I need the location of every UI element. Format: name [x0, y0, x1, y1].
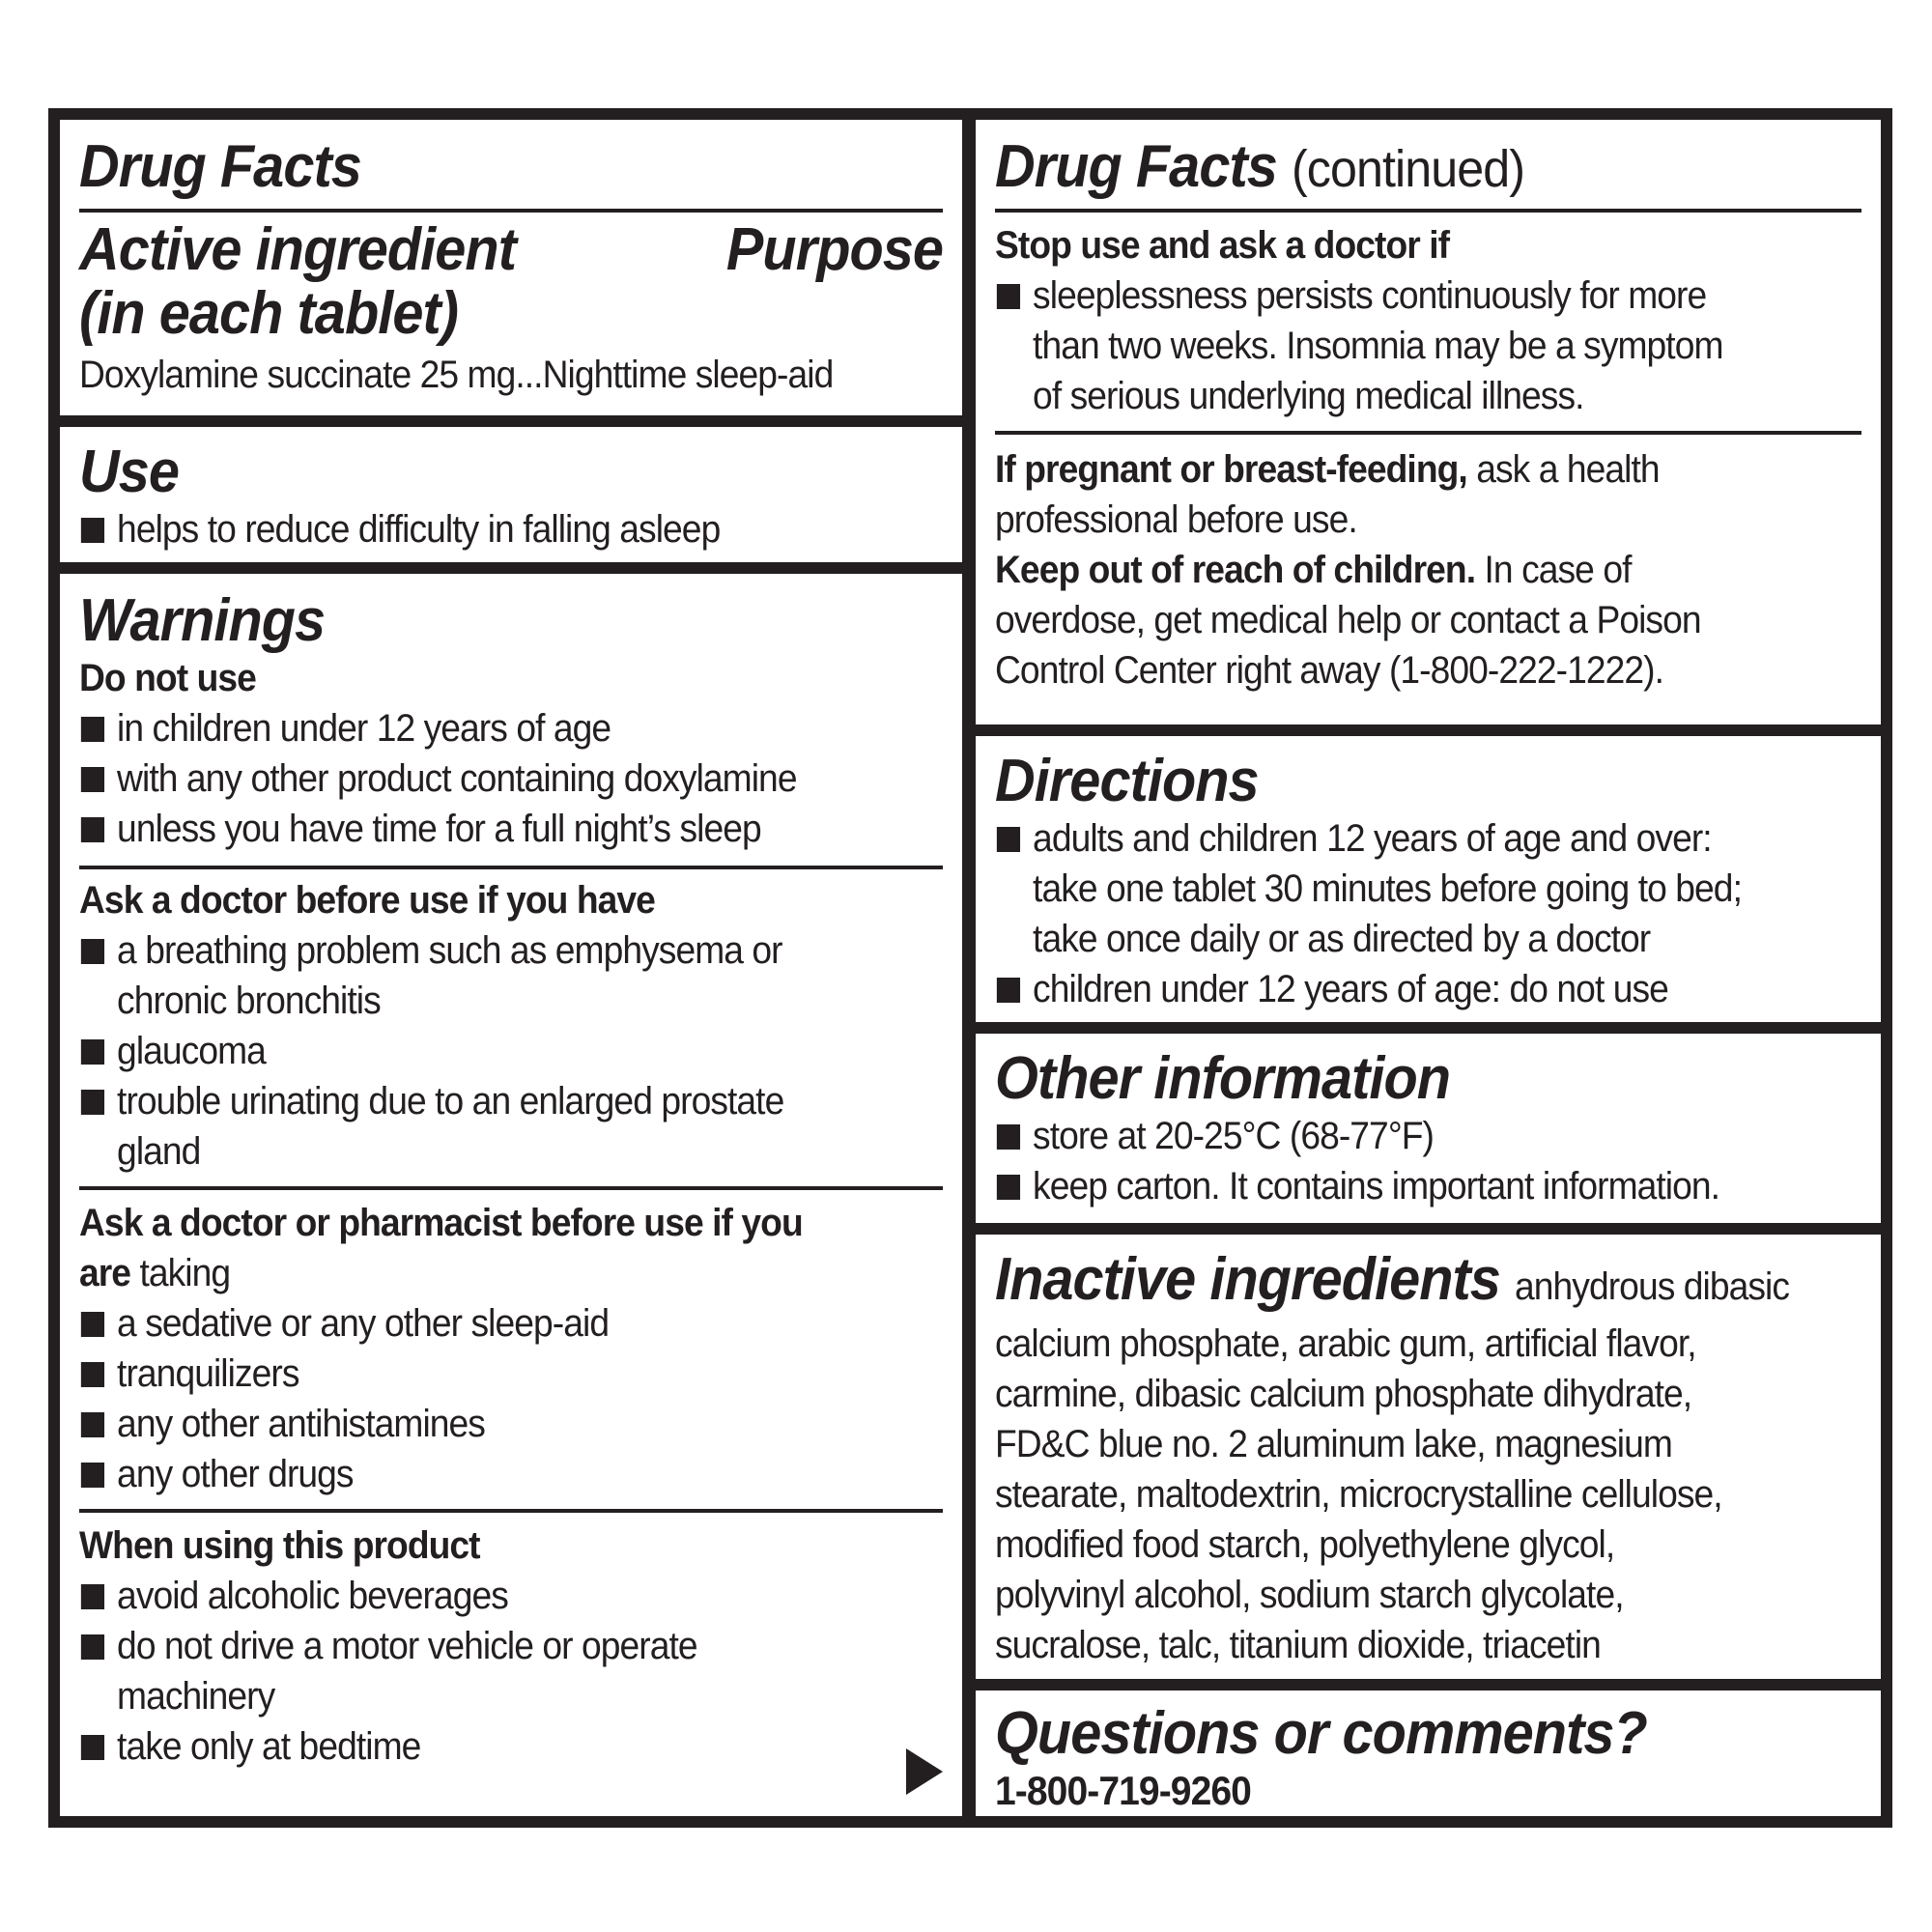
other-information-box [976, 1034, 1881, 1223]
keep-out-text: Keep out of reach of children. In case of [995, 549, 1632, 591]
inactive-line: stearate, maltodextrin, microcrystalline cellulose, [995, 1473, 1722, 1516]
drug-facts-title: Drug Facts [79, 133, 361, 200]
list-item-continued: chronic bronchitis [117, 980, 381, 1022]
list-item-continued: gland [117, 1130, 201, 1173]
questions-heading: Questions or comments? [995, 1700, 1647, 1767]
list-item: avoid alcoholic beverages [79, 1571, 882, 1621]
use-heading: Use [79, 439, 179, 505]
bullet-square-icon [81, 1463, 104, 1488]
list-item: any other drugs [79, 1449, 882, 1499]
list-item: glaucoma [79, 1026, 882, 1076]
stop-use-heading: Stop use and ask a doctor if [995, 224, 1450, 267]
ask-pharmacist-heading: Ask a doctor or pharmacist before use if you [79, 1202, 803, 1244]
arrow-right-icon [906, 1748, 943, 1795]
directions-box [976, 736, 1881, 1022]
continued-box [976, 120, 1881, 724]
bullet-square-icon [81, 518, 104, 543]
drug-facts-continued-title: Drug Facts (continued) [995, 133, 1525, 200]
ask-doctor-heading: Ask a doctor before use if you have [79, 879, 655, 922]
pregnant-text: If pregnant or breast-feeding, ask a health [995, 448, 1660, 491]
list-item: in children under 12 years of age [79, 703, 882, 753]
bullet-square-icon [81, 717, 104, 742]
questions-phone: 1-800-719-9260 [995, 1768, 1251, 1813]
list-item-continued: take once daily or as directed by a doctor [1033, 918, 1651, 960]
inactive-line: polyvinyl alcohol, sodium starch glycolate, [995, 1574, 1624, 1616]
inactive-line: calcium phosphate, arabic gum, artificial flavor, [995, 1322, 1696, 1365]
list-item: tranquilizers [79, 1349, 882, 1399]
inactive-ingredients-heading: Inactive ingredients anhydrous dibasic [995, 1246, 1790, 1313]
drug-facts-label [48, 108, 1892, 1828]
bullet-square-icon [81, 1362, 104, 1387]
inactive-line: modified food starch, polyethylene glycol, [995, 1523, 1615, 1566]
list-item: trouble urinating due to an enlarged prostate [79, 1076, 882, 1126]
list-item-continued: take one tablet 30 minutes before going to bed; [1033, 867, 1742, 910]
bullet-square-icon [81, 767, 104, 792]
inactive-line: FD&C blue no. 2 aluminum lake, magnesium [995, 1423, 1672, 1465]
purpose-heading: Purpose [725, 216, 943, 283]
inactive-line: carmine, dibasic calcium phosphate dihydrate, [995, 1373, 1692, 1415]
other-information-heading: Other information [995, 1045, 1451, 1112]
keep-out-text-line3: Control Center right away (1-800-222-1222). [995, 649, 1663, 692]
list-item-continued: machinery [117, 1675, 275, 1718]
list-item: helps to reduce difficulty in falling asleep [79, 504, 882, 554]
bullet-square-icon [81, 817, 104, 842]
bullet-square-icon [81, 1584, 104, 1609]
right-column [976, 120, 1881, 1816]
keep-out-text-line2: overdose, get medical help or contact a Poison [995, 599, 1701, 641]
divider [995, 431, 1861, 435]
bullet-square-icon [81, 1312, 104, 1337]
list-item: sleeplessness persists continuously for more [995, 270, 1801, 321]
active-ingredient-box [60, 120, 962, 415]
left-column [60, 120, 962, 1816]
list-item-continued: than two weeks. Insomnia may be a symptom [1033, 325, 1723, 367]
list-item: a breathing problem such as emphysema or [79, 925, 882, 976]
list-item: take only at bedtime [79, 1721, 882, 1772]
bullet-square-icon [997, 827, 1020, 852]
do-not-use-heading: Do not use [79, 657, 256, 699]
active-ingredient-subheading: (in each tablet) [79, 280, 459, 347]
list-item: children under 12 years of age: do not use [995, 964, 1801, 1014]
divider [79, 1186, 943, 1190]
directions-heading: Directions [995, 748, 1259, 814]
list-item: with any other product containing doxylamine [79, 753, 882, 804]
inactive-ingredients-box [976, 1235, 1881, 1679]
divider [79, 866, 943, 869]
warnings-box [60, 574, 962, 1816]
list-item: do not drive a motor vehicle or operate [79, 1621, 882, 1671]
use-box [60, 427, 962, 562]
bullet-square-icon [997, 1124, 1020, 1150]
when-using-heading: When using this product [79, 1524, 480, 1567]
list-item-continued: of serious underlying medical illness. [1033, 375, 1584, 417]
list-item: keep carton. It contains important information. [995, 1161, 1801, 1211]
divider [79, 209, 943, 213]
warnings-heading: Warnings [79, 587, 326, 654]
list-item: store at 20-25°C (68-77°F) [995, 1111, 1801, 1161]
bullet-square-icon [997, 978, 1020, 1003]
bullet-square-icon [997, 284, 1020, 309]
active-ingredient-line: Doxylamine succinate 25 mg...Nighttime sleep-aid [79, 354, 834, 396]
bullet-square-icon [997, 1175, 1020, 1200]
bullet-square-icon [81, 1039, 104, 1065]
divider [79, 1509, 943, 1513]
bullet-square-icon [81, 1090, 104, 1115]
pregnant-text-line2: professional before use. [995, 498, 1357, 541]
questions-box [976, 1690, 1881, 1816]
list-item: adults and children 12 years of age and over: [995, 813, 1801, 864]
bullet-square-icon [81, 1735, 104, 1760]
list-item: unless you have time for a full night’s sleep [79, 804, 882, 854]
bullet-square-icon [81, 1634, 104, 1660]
bullet-square-icon [81, 939, 104, 964]
divider [995, 209, 1861, 213]
ask-pharmacist-heading-line2: are taking [79, 1252, 231, 1294]
list-item: a sedative or any other sleep-aid [79, 1298, 882, 1349]
inactive-line: sucralose, talc, titanium dioxide, triacetin [995, 1624, 1601, 1666]
list-item: any other antihistamines [79, 1399, 882, 1449]
active-ingredient-heading: Active ingredient [79, 216, 516, 283]
bullet-square-icon [81, 1412, 104, 1437]
